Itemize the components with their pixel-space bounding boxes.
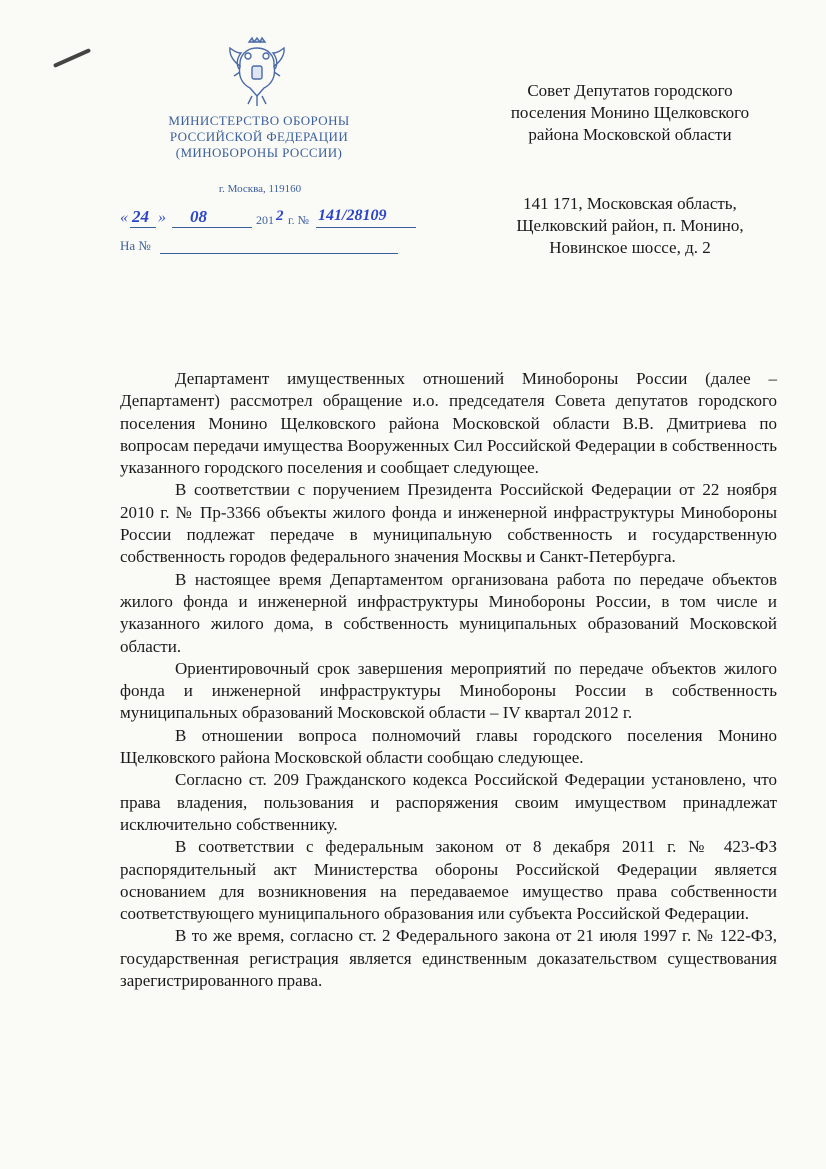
ministry-line: МИНИСТЕРСТВО ОБОРОНЫ [168, 113, 350, 128]
body-paragraph: Департамент имущественных отношений Минобороны России (далее – Департамент) рассмотрел обращение и.о. председателя Совета депутатов городского поселения Монино Щелковского района Московской области В.В. Дмитриева по вопросам передачи имущества Вооруженных Сил Российской Федерации в собственность указанного городского поселения и сообщает следующее. [120, 369, 777, 478]
reply-to-line [120, 238, 400, 260]
recipient-address [480, 193, 780, 259]
quote-open: « [120, 209, 128, 226]
quote-close: » [158, 209, 166, 226]
letter-body [120, 368, 777, 992]
sender-city: г. Москва, 119160 [218, 183, 302, 195]
date-month: 08 [190, 207, 207, 226]
reply-label: На № [120, 238, 151, 253]
date-year-hand: 2 [276, 208, 284, 224]
body-paragraph: В соответствии с поручением Президента Российской Федерации от 22 ноября 2010 г. № Пр-3366 объекты жилого фонда и инженерной инфраструктуры Минобороны России подлежат передаче в муниципальную собственность и государственную собственность городов федерального значения Москвы и Санкт-Петербурга. [120, 480, 777, 567]
body-paragraph: В то же время, согласно ст. 2 Федерального закона от 21 июля 1997 г. № 122-ФЗ, государственная регистрация является единственным доказательством существования зарегистрированного права. [120, 926, 777, 991]
year-suffix: г. № [288, 213, 310, 227]
body-paragraph: В отношении вопроса полномочий главы городского поселения Монино Щелковского района Московской области сообщаю следующее. [120, 725, 777, 768]
recipient-block [480, 80, 780, 146]
pen-mark [53, 48, 91, 68]
date-day: 24 [132, 207, 149, 226]
ministry-name [150, 113, 368, 161]
recipient-line: поселения Монино Щелковского [510, 103, 750, 122]
date-year-prefix: 201 [256, 213, 274, 227]
document-number: 141/28109 [318, 207, 387, 224]
body-paragraph: В настоящее время Департаментом организована работа по передаче объектов жилого фонда и инженерной инфраструктуры Минобороны России, в том числе и указанного жилого дома, в собственность муниципальных образований Московской области. [120, 569, 777, 656]
double-headed-eagle-emblem-icon [226, 36, 288, 108]
body-paragraph: В соответствии с федеральным законом от 8 декабря 2011 г. № 423-ФЗ распорядительный акт Министерства обороны Российской Федерации является основанием для возникновения на передаваемое имущество права собственности соответствующего муниципального образования или субъекта Российской Федерации. [120, 837, 777, 924]
recipient-line: Совет Депутатов городского [527, 81, 733, 100]
recipient-line: района Московской области [528, 125, 732, 144]
body-paragraph: Согласно ст. 209 Гражданского кодекса Российской Федерации установлено, что права владения, пользования и распоряжения своим имуществом принадлежат исключительно собственнику. [120, 770, 777, 834]
address-line: 141 171, Московская область, [523, 194, 737, 213]
ministry-line: РОССИЙСКОЙ ФЕДЕРАЦИИ [169, 129, 349, 144]
address-line: Новинское шоссе, д. 2 [549, 238, 711, 257]
body-paragraph: Ориентировочный срок завершения мероприятий по передаче объектов жилого фонда и инженерной инфраструктуры Минобороны России в собственность муниципальных образований Московской области – IV квартал 2012 г. [120, 658, 777, 723]
registration-line [120, 207, 420, 233]
ministry-line: (МИНОБОРОНЫ РОССИИ) [175, 145, 343, 160]
address-line: Щелковский район, п. Монино, [516, 216, 744, 235]
